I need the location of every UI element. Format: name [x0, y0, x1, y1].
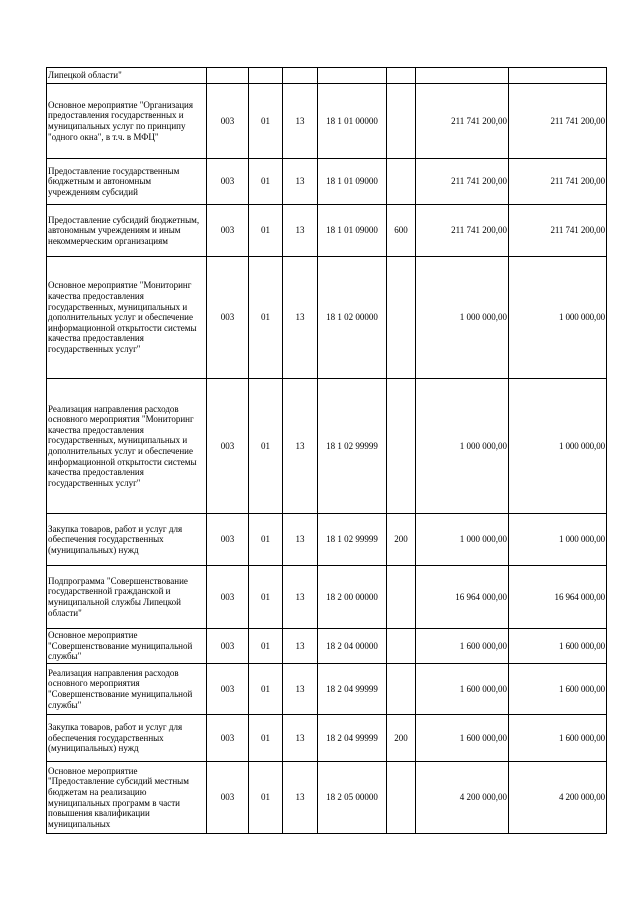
amount-year-1: 1 000 000,00: [416, 514, 509, 566]
subsection-code: [283, 68, 318, 84]
target-article-code: 18 2 04 00000: [318, 629, 387, 664]
amount-year-1: 1 600 000,00: [416, 664, 509, 715]
subsection-code: 13: [283, 629, 318, 664]
ved-code: 003: [207, 566, 249, 629]
row-name: Основное мероприятие "Предоставление субсидий местным бюджетам на реализацию муниципальных программ в части повышения квалификации муниципальных: [47, 762, 207, 834]
target-article-code: 18 2 00 00000: [318, 566, 387, 629]
expense-type-code: [387, 566, 416, 629]
subsection-code: 13: [283, 715, 318, 762]
section-code: 01: [249, 379, 283, 514]
ved-code: [207, 68, 249, 84]
amount-year-2: 211 741 200,00: [509, 84, 607, 159]
expense-type-code: [387, 762, 416, 834]
amount-year-1: 211 741 200,00: [416, 205, 509, 257]
amount-year-1: 1 600 000,00: [416, 715, 509, 762]
section-code: 01: [249, 715, 283, 762]
ved-code: 003: [207, 762, 249, 834]
amount-year-1: 1 000 000,00: [416, 257, 509, 379]
ved-code: 003: [207, 664, 249, 715]
amount-year-2: 1 600 000,00: [509, 664, 607, 715]
row-name: Основное мероприятие "Мониторинг качества предоставления государственных, муниципальных и дополнительных услуг и обеспечение информационной открытости системы качества предоставления государственных услуг": [47, 257, 207, 379]
row-name: Предоставление государственным бюджетным и автономным учреждениям субсидий: [47, 159, 207, 205]
expense-type-code: 600: [387, 205, 416, 257]
subsection-code: 13: [283, 566, 318, 629]
amount-year-2: 1 600 000,00: [509, 715, 607, 762]
ved-code: 003: [207, 159, 249, 205]
amount-year-2: [509, 68, 607, 84]
amount-year-1: 4 200 000,00: [416, 762, 509, 834]
expense-type-code: 200: [387, 514, 416, 566]
amount-year-2: 211 741 200,00: [509, 205, 607, 257]
subsection-code: 13: [283, 159, 318, 205]
table-row: [47, 159, 607, 205]
subsection-code: 13: [283, 205, 318, 257]
target-article-code: 18 1 01 00000: [318, 84, 387, 159]
section-code: 01: [249, 629, 283, 664]
expense-type-code: [387, 257, 416, 379]
target-article-code: 18 2 05 00000: [318, 762, 387, 834]
row-name: Закупка товаров, работ и услуг для обеспечения государственных (муниципальных) нужд: [47, 715, 207, 762]
row-name: Реализация направления расходов основного мероприятия "Мониторинг качества предоставления государственных, муниципальных и дополнительных услуг и обеспечение информационной открытости системы качества предоставления государственных услуг": [47, 379, 207, 514]
subsection-code: 13: [283, 257, 318, 379]
table-row: [47, 514, 607, 566]
expense-type-code: [387, 159, 416, 205]
expense-type-code: [387, 629, 416, 664]
section-code: 01: [249, 84, 283, 159]
ved-code: 003: [207, 715, 249, 762]
expense-type-code: [387, 84, 416, 159]
subsection-code: 13: [283, 379, 318, 514]
table-row: [47, 715, 607, 762]
table-row: [47, 257, 607, 379]
row-name: Липецкой области": [47, 68, 207, 84]
subsection-code: 13: [283, 664, 318, 715]
subsection-code: 13: [283, 84, 318, 159]
target-article-code: 18 2 04 99999: [318, 715, 387, 762]
amount-year-1: 1 600 000,00: [416, 629, 509, 664]
amount-year-2: 1 000 000,00: [509, 257, 607, 379]
ved-code: 003: [207, 84, 249, 159]
target-article-code: 18 2 04 99999: [318, 664, 387, 715]
target-article-code: 18 1 02 99999: [318, 379, 387, 514]
section-code: 01: [249, 664, 283, 715]
budget-table: [46, 67, 607, 834]
section-code: 01: [249, 159, 283, 205]
row-name: Предоставление субсидий бюджетным, автономным учреждениям и иным некоммерческим организациям: [47, 205, 207, 257]
amount-year-1: 1 000 000,00: [416, 379, 509, 514]
table-row: [47, 68, 607, 84]
expense-type-code: [387, 379, 416, 514]
table-row: [47, 84, 607, 159]
ved-code: 003: [207, 205, 249, 257]
table-row: [47, 379, 607, 514]
ved-code: 003: [207, 257, 249, 379]
section-code: 01: [249, 566, 283, 629]
table-row: [47, 762, 607, 834]
section-code: 01: [249, 257, 283, 379]
section-code: 01: [249, 762, 283, 834]
amount-year-2: 4 200 000,00: [509, 762, 607, 834]
target-article-code: 18 1 02 00000: [318, 257, 387, 379]
amount-year-2: 211 741 200,00: [509, 159, 607, 205]
ved-code: 003: [207, 514, 249, 566]
amount-year-1: [416, 68, 509, 84]
row-name: Закупка товаров, работ и услуг для обеспечения государственных (муниципальных) нужд: [47, 514, 207, 566]
table-row: [47, 566, 607, 629]
ved-code: 003: [207, 379, 249, 514]
target-article-code: 18 1 01 09000: [318, 159, 387, 205]
expense-type-code: [387, 68, 416, 84]
row-name: Основное мероприятие "Организация предоставления государственных и муниципальных услуг по принципу "одного окна", в т.ч. в МФЦ": [47, 84, 207, 159]
ved-code: 003: [207, 629, 249, 664]
table-body: [47, 68, 607, 834]
amount-year-1: 16 964 000,00: [416, 566, 509, 629]
subsection-code: 13: [283, 514, 318, 566]
subsection-code: 13: [283, 762, 318, 834]
target-article-code: 18 1 01 09000: [318, 205, 387, 257]
expense-type-code: [387, 664, 416, 715]
target-article-code: [318, 68, 387, 84]
amount-year-2: 1 600 000,00: [509, 629, 607, 664]
amount-year-1: 211 741 200,00: [416, 159, 509, 205]
section-code: [249, 68, 283, 84]
row-name: Основное мероприятие "Совершенствование муниципальной службы": [47, 629, 207, 664]
table-row: [47, 629, 607, 664]
amount-year-2: 1 000 000,00: [509, 379, 607, 514]
table-row: [47, 664, 607, 715]
expense-type-code: 200: [387, 715, 416, 762]
row-name: Подпрограмма "Совершенствование государственной гражданской и муниципальной службы Липецкой области": [47, 566, 207, 629]
amount-year-1: 211 741 200,00: [416, 84, 509, 159]
amount-year-2: 16 964 000,00: [509, 566, 607, 629]
section-code: 01: [249, 514, 283, 566]
table-row: [47, 205, 607, 257]
section-code: 01: [249, 205, 283, 257]
amount-year-2: 1 000 000,00: [509, 514, 607, 566]
target-article-code: 18 1 02 99999: [318, 514, 387, 566]
row-name: Реализация направления расходов основного мероприятия "Совершенствование муниципальной службы": [47, 664, 207, 715]
